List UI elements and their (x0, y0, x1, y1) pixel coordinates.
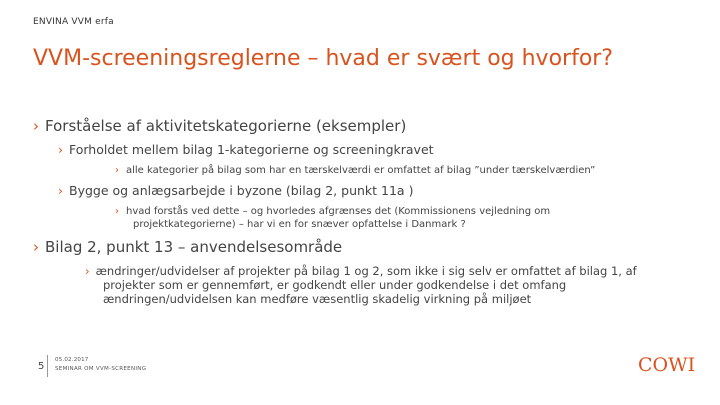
footer-event: SEMINAR OM VVM-SCREENING (55, 366, 147, 372)
bullet-level1-understanding (33, 117, 406, 135)
header-label: ENVINA VVM erfa (33, 17, 114, 27)
bullet-text: ændringer/udvidelser af projekter på bilag 1 og 2, som ikke i sig selv er omfattet af bilag 1, af (95, 264, 637, 278)
chevron-right-icon: › (33, 117, 39, 135)
chevron-right-icon: › (115, 206, 119, 217)
bullet-level3-threshold (115, 165, 595, 176)
bullet-text: Forståelse af aktivitetskategorierne (eksempler) (45, 117, 407, 135)
page-number: 5 (38, 361, 45, 372)
footer-divider (47, 355, 48, 377)
slide-title: VVM-screeningsreglerne – hvad er svært og hvorfor? (33, 46, 614, 71)
chevron-right-icon: › (33, 238, 39, 256)
chevron-right-icon: › (58, 142, 63, 157)
chevron-right-icon: › (85, 264, 90, 278)
bullet-text: alle kategorier på bilag som har en tærskelværdi er omfattet af bilag ”under tærskelværdien” (126, 165, 596, 176)
bullet-level3-definition-cont: projektkategorierne) – har vi en for snæver opfattelse i Danmark ? (133, 219, 466, 230)
bullet-text: Bilag 2, punkt 13 – anvendelsesområde (45, 238, 343, 256)
bullet-level2-changes-cont2: ændringen/udvidelsen kan medføre væsentlig skadelig virkning på miljøet (103, 292, 532, 306)
bullet-text: Forholdet mellem bilag 1-kategorierne og screeningkravet (69, 142, 434, 157)
bullet-text: hvad forstås ved dette – og hvorledes afgrænses det (Kommissionens vejledning om (126, 206, 551, 217)
chevron-right-icon: › (58, 183, 63, 198)
cowi-logo: COWI (638, 354, 696, 376)
bullet-level2-construction (58, 183, 413, 198)
footer-date: 05.02.2017 (55, 357, 89, 363)
bullet-text: Bygge og anlægsarbejde i byzone (bilag 2, punkt 11a ) (69, 183, 414, 198)
bullet-level1-annex2 (33, 238, 342, 256)
bullet-level3-definition (115, 206, 550, 217)
bullet-level2-changes (85, 264, 637, 278)
bullet-level2-relationship (58, 142, 434, 157)
chevron-right-icon: › (115, 165, 119, 176)
bullet-level2-changes-cont1: projekter som er gennemført, er godkendt eller under godkendelse i det omfang (103, 278, 567, 292)
